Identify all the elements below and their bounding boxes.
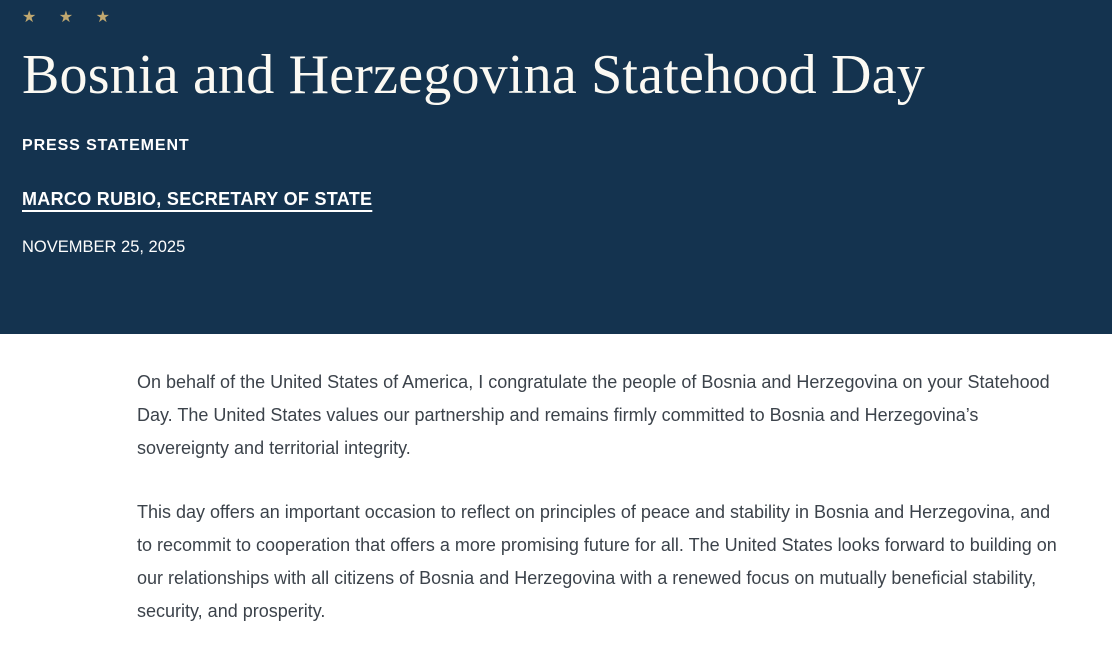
page-title: Bosnia and Herzegovina Statehood Day [22,44,925,106]
statement-paragraph-1: On behalf of the United States of America, I congratulate the people of Bosnia and Herzegovina on your Statehood Day. The United States values our partnership and remains firmly committed to Bosnia and Herzegovina’s sovereignty and territorial integrity. [137,372,1050,458]
statement-body [0,334,1112,628]
press-statement-label: PRESS STATEMENT [22,137,190,154]
three-stars-icon: ★ ★ ★ [22,9,119,26]
secretary-of-state-link[interactable]: MARCO RUBIO, SECRETARY OF STATE [22,189,373,209]
statement-paragraph-2: This day offers an important occasion to reflect on principles of peace and stability in Bosnia and Herzegovina, and to recommit to cooperation that offers a more promising future for all. The United States looks forward to building on our relationships with all citizens of Bosnia and Herzegovina with a renewed focus on mutually beneficial stability, security, and prosperity. [137,502,1057,621]
statement-date: NOVEMBER 25, 2025 [22,238,186,256]
